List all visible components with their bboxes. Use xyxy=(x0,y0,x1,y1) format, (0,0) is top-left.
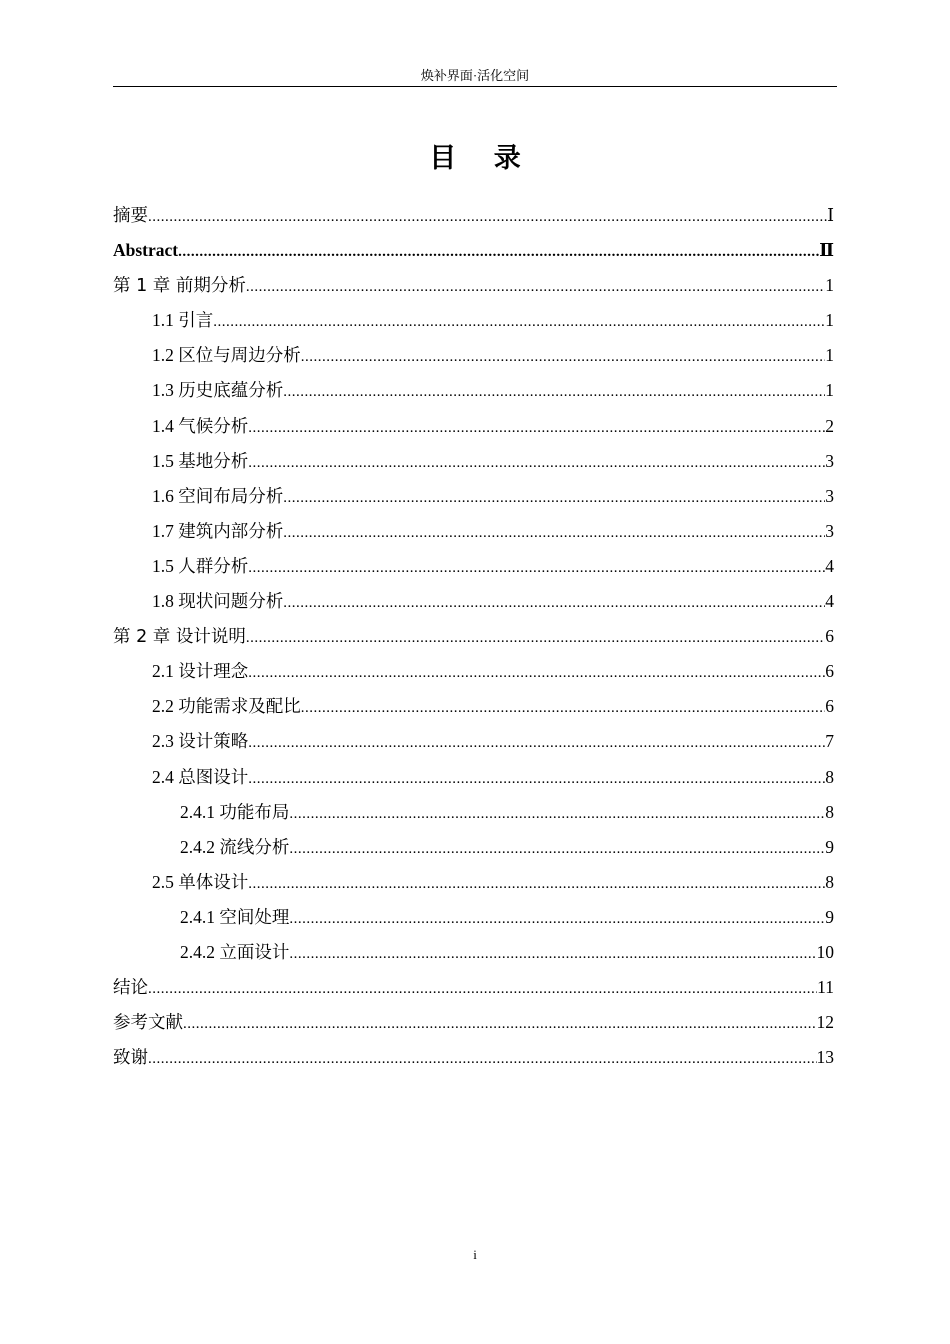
toc-entry-page: 4 xyxy=(825,555,834,576)
toc-entry-label: 结论 xyxy=(113,978,148,999)
toc-entry[interactable] xyxy=(113,900,834,935)
toc-leader-dots xyxy=(248,867,825,902)
running-header: 焕补界面·活化空间 xyxy=(420,68,530,83)
toc-entry-page: 8 xyxy=(825,766,834,787)
toc-entry-page: 8 xyxy=(825,871,834,892)
toc-leader-dots xyxy=(283,516,825,551)
toc-entry-page: 1 xyxy=(825,380,834,401)
toc-entry-page: 6 xyxy=(825,626,834,647)
toc-entry-label: 第 1 章 前期分析 xyxy=(113,276,246,297)
toc-entry-label: 1.8 现状问题分析 xyxy=(152,591,284,612)
toc-leader-dots xyxy=(248,656,825,691)
toc-entry-page: 7 xyxy=(825,731,834,752)
toc-entry-page: 1 xyxy=(825,345,834,366)
toc-entry-page: 3 xyxy=(825,520,834,541)
toc-entry-label: 2.1 设计理念 xyxy=(152,661,249,682)
toc-entry-label: 致谢 xyxy=(113,1048,148,1069)
table-of-contents xyxy=(113,198,834,1075)
toc-entry-label: 1.3 历史底蕴分析 xyxy=(152,380,284,401)
toc-entry-label: 2.2 功能需求及配比 xyxy=(152,696,301,717)
toc-entry-page: 3 xyxy=(825,450,834,471)
toc-entry-page: 2 xyxy=(825,415,834,436)
toc-entry-label: 1.6 空间布局分析 xyxy=(152,485,284,506)
toc-entry-label: 1.5 基地分析 xyxy=(152,450,249,471)
toc-leader-dots xyxy=(246,621,825,656)
toc-leader-dots xyxy=(183,1007,817,1042)
toc-entry[interactable] xyxy=(113,409,834,444)
toc-entry-label: 2.4.1 空间处理 xyxy=(180,906,290,927)
toc-entry[interactable] xyxy=(113,303,834,338)
toc-entry[interactable] xyxy=(113,970,834,1005)
toc-leader-dots xyxy=(248,411,825,446)
toc-entry[interactable] xyxy=(113,865,834,900)
toc-entry-label: 1.4 气候分析 xyxy=(152,415,249,436)
toc-entry-page: 3 xyxy=(825,485,834,506)
toc-entry[interactable] xyxy=(113,549,834,584)
toc-entry-label: 2.5 单体设计 xyxy=(152,871,249,892)
toc-entry-page: 6 xyxy=(825,696,834,717)
toc-entry-label: 2.4 总图设计 xyxy=(152,766,249,787)
toc-entry-page: 6 xyxy=(825,661,834,682)
toc-entry[interactable] xyxy=(113,584,834,619)
toc-leader-dots xyxy=(301,691,826,726)
toc-entry[interactable] xyxy=(113,233,834,268)
toc-entry-label: 1.1 引言 xyxy=(152,310,214,331)
toc-entry-label: 参考文献 xyxy=(113,1013,183,1034)
toc-leader-dots xyxy=(178,235,819,270)
toc-entry-page: 13 xyxy=(816,1047,834,1068)
toc-entry[interactable] xyxy=(113,724,834,759)
toc-leader-dots xyxy=(289,832,825,867)
toc-entry-label: Abstract xyxy=(113,240,179,261)
toc-leader-dots xyxy=(248,762,825,797)
page-number: i xyxy=(473,1247,477,1262)
toc-entry-page: 1 xyxy=(825,310,834,331)
toc-entry-label: 摘要 xyxy=(113,206,148,226)
toc-entry[interactable] xyxy=(113,444,834,479)
toc-entry[interactable] xyxy=(113,619,834,654)
toc-entry-page: Ⅰ xyxy=(827,205,834,225)
toc-entry-page: 10 xyxy=(816,941,834,962)
toc-entry[interactable] xyxy=(113,935,834,970)
toc-leader-dots xyxy=(248,726,825,761)
toc-entry-page: 12 xyxy=(816,1012,834,1033)
toc-leader-dots xyxy=(248,551,825,586)
toc-leader-dots xyxy=(248,446,825,481)
toc-entry[interactable] xyxy=(113,689,834,724)
toc-entry[interactable] xyxy=(113,268,834,303)
toc-entry[interactable] xyxy=(113,198,834,233)
toc-leader-dots xyxy=(148,972,817,1007)
toc-leader-dots xyxy=(283,586,825,621)
toc-entry-label: 1.7 建筑内部分析 xyxy=(152,520,284,541)
toc-entry-label: 第 2 章 设计说明 xyxy=(113,627,246,648)
toc-entry-label: 2.4.2 流线分析 xyxy=(180,836,290,857)
toc-leader-dots xyxy=(301,340,826,375)
toc-entry-page: 1 xyxy=(825,275,834,296)
header-rule xyxy=(113,86,837,87)
toc-leader-dots xyxy=(283,375,825,410)
toc-leader-dots xyxy=(148,1042,817,1077)
toc-title: 目 录 xyxy=(429,143,535,174)
toc-entry[interactable] xyxy=(113,760,834,795)
toc-entry[interactable] xyxy=(113,479,834,514)
toc-entry-page: 11 xyxy=(817,977,834,998)
toc-leader-dots xyxy=(289,902,825,937)
toc-leader-dots xyxy=(289,937,816,972)
toc-entry[interactable] xyxy=(113,514,834,549)
toc-entry[interactable] xyxy=(113,830,834,865)
toc-entry[interactable] xyxy=(113,373,834,408)
toc-entry[interactable] xyxy=(113,795,834,830)
toc-entry-label: 2.4.2 立面设计 xyxy=(180,941,290,962)
toc-entry[interactable] xyxy=(113,1040,834,1075)
toc-entry-page: 9 xyxy=(825,906,834,927)
toc-entry-page: 9 xyxy=(825,836,834,857)
toc-entry[interactable] xyxy=(113,338,834,373)
toc-entry-page: 4 xyxy=(825,591,834,612)
toc-entry-label: 1.2 区位与周边分析 xyxy=(152,345,301,366)
toc-leader-dots xyxy=(148,200,827,235)
toc-entry[interactable] xyxy=(113,654,834,689)
toc-leader-dots xyxy=(213,305,825,340)
toc-entry-page: Ⅱ xyxy=(819,240,834,261)
toc-leader-dots xyxy=(289,797,825,832)
toc-entry-label: 2.3 设计策略 xyxy=(152,731,249,752)
toc-entry-label: 1.5 人群分析 xyxy=(152,555,249,576)
toc-entry[interactable] xyxy=(113,1005,834,1040)
toc-entry-page: 8 xyxy=(825,801,834,822)
toc-entry-label: 2.4.1 功能布局 xyxy=(180,801,290,822)
toc-leader-dots xyxy=(283,481,825,516)
toc-leader-dots xyxy=(246,270,825,305)
